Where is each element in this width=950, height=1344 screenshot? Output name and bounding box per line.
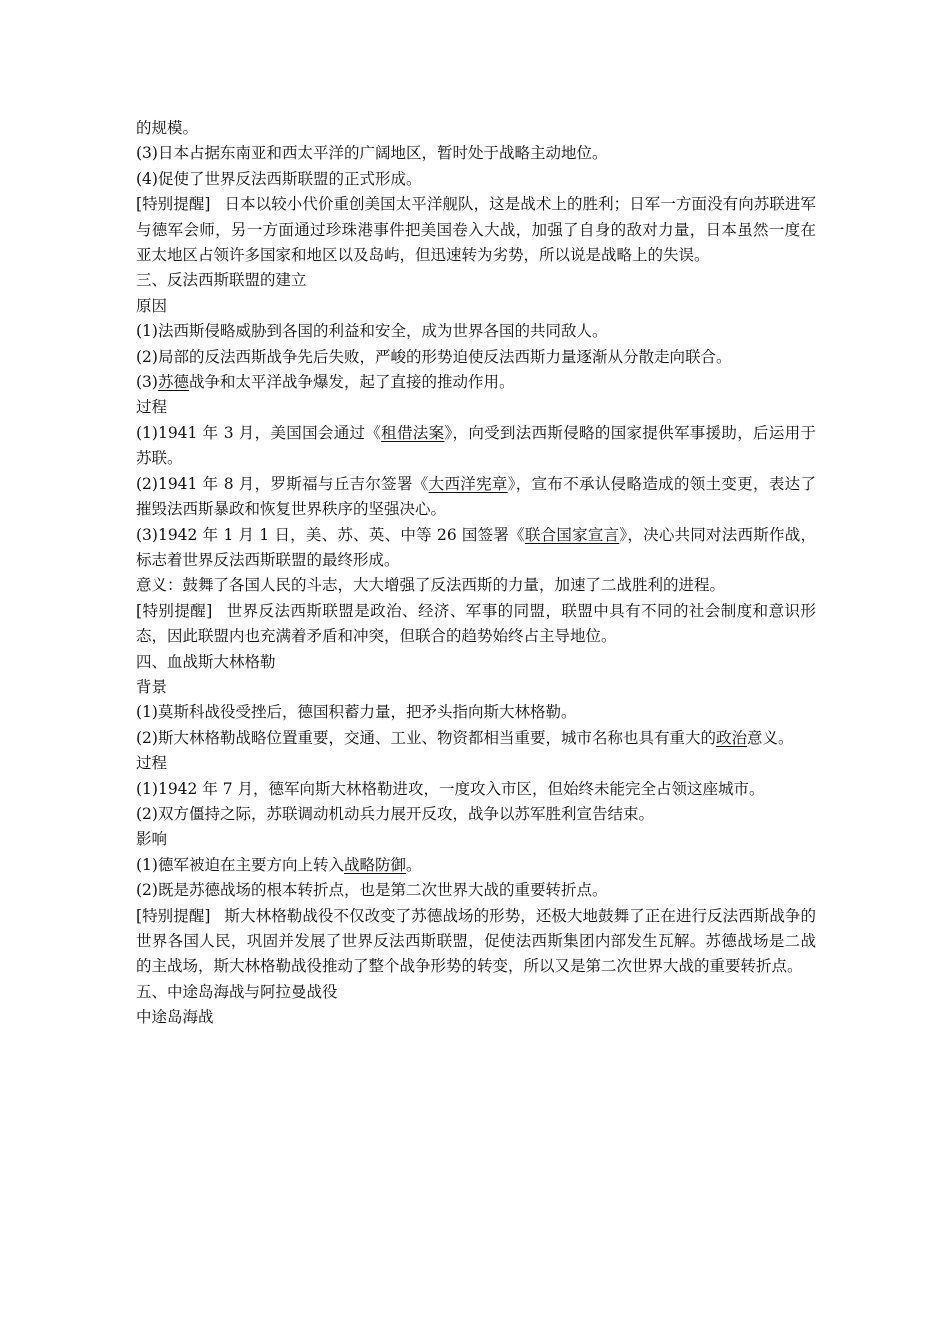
list-item: (2)局部的反法西斯战争先后失败，严峻的形势迫使反法西斯力量逐渐从分散走向联合。 <box>136 347 732 366</box>
underlined-term: 政治 <box>715 728 747 747</box>
underlined-term: 苏德 <box>157 373 189 392</box>
subsection-title: 背景 <box>136 677 168 696</box>
underlined-term: 大西洋宪章 <box>428 474 508 493</box>
list-item: (1)1942 年 7 月，德军向斯大林格勒进攻，一度攻入市区，但始终未能完全占领这座城市。 <box>136 779 765 798</box>
item-text: (1)德军被迫在主要方向上转入 <box>136 855 344 874</box>
item-prefix: (3)1942 年 1 月 1 日，美、苏、英、中等 26 国签署《 <box>136 525 525 544</box>
section-heading: 四、血战斯大林格勒 <box>136 652 276 671</box>
meaning-line: 意义：鼓舞了各国人民的斗志，大大增强了反法西斯的力量，加速了二战胜利的进程。 <box>136 576 726 595</box>
subsection-title: 过程 <box>136 398 168 417</box>
item-prefix: (2)1941 年 8 月，罗斯福与丘吉尔签署《 <box>136 474 429 493</box>
reminder-label: [特别提醒] <box>136 601 213 620</box>
list-item <box>136 472 816 523</box>
item-text: 意义。 <box>746 728 794 747</box>
special-reminder <box>136 904 816 980</box>
reminder-label: [特别提醒] <box>136 195 211 214</box>
list-item: (2)双方僵持之际，苏联调动机动兵力展开反攻，战争以苏军胜利宣告结束。 <box>136 804 654 823</box>
item-text: 。 <box>405 855 422 874</box>
subsection-title: 影响 <box>136 830 168 849</box>
reminder-text: 斯大林格勒战役不仅改变了苏德战场的形势，还极大地鼓舞了正在进行反法西斯战争的世界各国人民，巩固并发展了世界反法西斯联盟，促使法西斯集团内部发生瓦解。苏德战场是二战的主战场，斯大林格勒战役推动了整个战争形势的转变，所以又是第二次世界大战的重要转折点。 <box>136 906 816 976</box>
subsection-title: 过程 <box>136 754 168 773</box>
list-item: (1)法西斯侵略威胁到各国的利益和安全，成为世界各国的共同敌人。 <box>136 322 608 341</box>
list-item: (3)日本占据东南亚和西太平洋的广阔地区，暂时处于战略主动地位。 <box>136 144 608 163</box>
reminder-text: 世界反法西斯联盟是政治、经济、军事的同盟，联盟中具有不同的社会制度和意识形态，因此联盟内也充满着矛盾和冲突，但联合的趋势始终占主导地位。 <box>136 601 816 646</box>
section-heading: 三、反法西斯联盟的建立 <box>136 271 307 290</box>
item-text: 》，宣布不承认侵略造成的领土变更，表达了摧毁法西斯暴政和恢复世界秩序的坚强决心。 <box>136 474 816 519</box>
item-text: (2)斯大林格勒战略位置重要，交通、工业、物资都相当重要，城市名称也具有重大的 <box>136 728 716 747</box>
reminder-label: [特别提醒] <box>136 906 211 925</box>
section-heading: 五、中途岛海战与阿拉曼战役 <box>136 982 338 1001</box>
special-reminder <box>136 599 816 650</box>
document-page <box>136 116 816 1031</box>
item-text: 》，决心共同对法西斯作战，标志着世界反法西斯联盟的最终形成。 <box>136 525 816 569</box>
subsection-title: 原因 <box>136 296 168 315</box>
list-item: (1)莫斯科战役受挫后，德国积蓄力量，把矛头指向斯大林格勒。 <box>136 703 577 722</box>
list-item <box>136 523 816 574</box>
underlined-term: 租借法案 <box>381 423 445 442</box>
reminder-text: 日本以较小代价重创美国太平洋舰队，这是战术上的胜利；日军一方面没有向苏联进军与德军会师，另一方面通过珍珠港事件把美国卷入大战，加强了自身的敌对力量，日本虽然一度在亚太地区占领许多国家和地区以及岛屿，但迅速转为劣势，所以说是战略上的失误。 <box>136 195 816 265</box>
underlined-term: 战略防御 <box>343 855 406 874</box>
list-item: (2)既是苏德战场的根本转折点，也是第二次世界大战的重要转折点。 <box>136 881 608 900</box>
list-item <box>136 726 816 751</box>
list-item <box>136 853 816 878</box>
item-prefix: (1)1941 年 3 月，美国国会通过《 <box>136 423 382 442</box>
text-line: 的规模。 <box>136 119 199 137</box>
item-prefix: (3) <box>136 373 158 392</box>
subsection-title: 中途岛海战 <box>136 1008 214 1027</box>
list-item <box>136 421 816 472</box>
item-text: 》，向受到法西斯侵略的国家提供军事援助，后运用于苏联。 <box>136 423 816 468</box>
list-item: (4)促使了世界反法西斯联盟的正式形成。 <box>136 169 422 188</box>
special-reminder <box>136 192 816 268</box>
item-text: 战争和太平洋战争爆发，起了直接的推动作用。 <box>188 373 515 392</box>
list-item <box>136 370 816 395</box>
underlined-term: 联合国家宣言 <box>524 525 620 544</box>
